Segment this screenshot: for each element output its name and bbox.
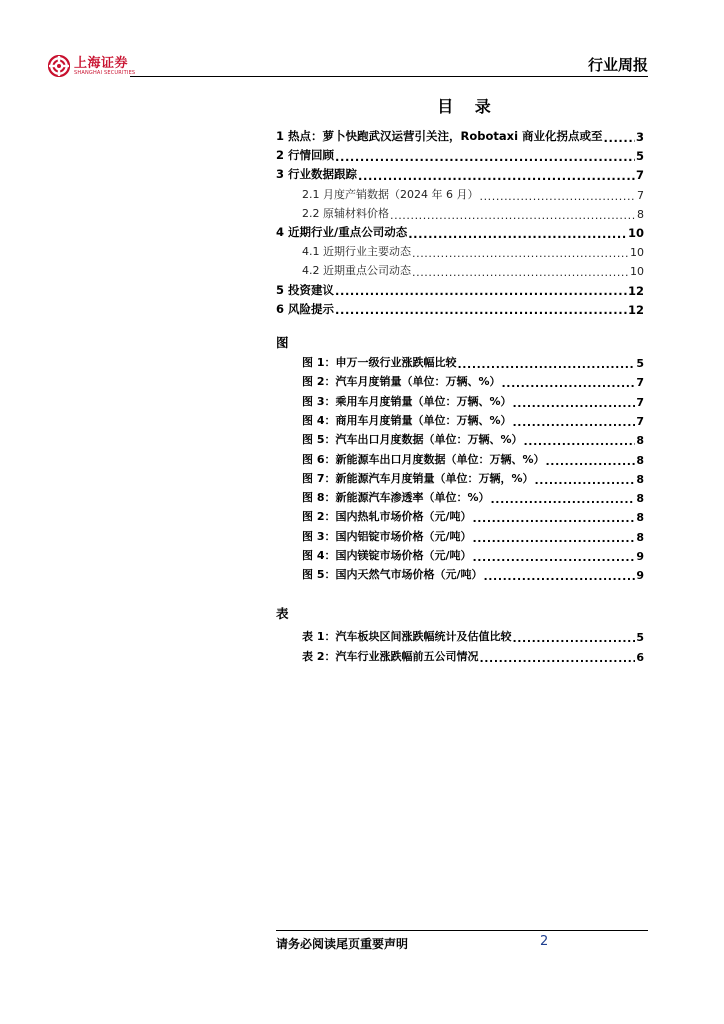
toc-entry-label: 2.1 月度产销数据（2024 年 6 月）	[302, 187, 479, 201]
toc-entry-page: 10	[630, 265, 644, 279]
toc-entry-page: 5	[635, 149, 644, 164]
figures-entry-page: 7	[636, 395, 644, 409]
figures-entry-label: 图 7：新能源汽车月度销量（单位：万辆，%）	[302, 471, 534, 485]
toc-entry[interactable]	[276, 299, 644, 317]
toc-entry[interactable]	[276, 145, 644, 163]
figures-entry[interactable]	[276, 449, 644, 467]
toc-entry[interactable]	[276, 280, 644, 298]
toc-entry[interactable]	[276, 241, 644, 259]
dot-leader	[502, 378, 636, 389]
dot-leader	[524, 436, 636, 447]
figures-entry-page: 8	[636, 472, 644, 486]
dot-leader	[408, 229, 627, 241]
figures-entry-label: 图 1：申万一级行业涨跌幅比较	[302, 356, 457, 369]
toc-entry-page: 8	[637, 207, 644, 221]
figures-entry-page: 9	[636, 569, 644, 583]
toc-entry-page: 12	[627, 283, 644, 298]
dot-leader	[473, 552, 636, 563]
dot-leader	[513, 398, 636, 409]
footer-disclaimer: 请务必阅读尾页重要声明	[276, 937, 409, 951]
figures-entry-label: 图 2：国内热轧市场价格（元/吨）	[302, 510, 472, 524]
dot-leader	[512, 633, 635, 644]
toc-entry-label: 4 近期行业/重点公司动态	[276, 225, 408, 239]
dot-leader	[604, 133, 635, 145]
dot-leader	[473, 513, 636, 524]
figures-entry[interactable]	[276, 506, 644, 524]
figures-entry-page: 8	[636, 434, 644, 448]
tables-entry-label: 表 1：汽车板块区间涨跌幅统计及估值比较	[302, 630, 512, 643]
dot-leader	[546, 456, 636, 467]
header-divider	[130, 76, 648, 77]
toc-entry-label: 2.2 原辅材料价格	[302, 206, 389, 220]
page-number: 2	[540, 934, 549, 949]
logo-mark-icon	[48, 55, 70, 77]
shanghai-securities-logo	[48, 54, 135, 78]
toc-entry[interactable]	[276, 164, 644, 182]
figures-entry-page: 7	[636, 376, 644, 390]
tables-entry-page: 6	[636, 651, 644, 664]
toc-entry-page: 10	[630, 246, 644, 260]
footer-divider	[276, 930, 648, 931]
dot-leader	[335, 286, 627, 298]
figures-entry[interactable]	[276, 487, 644, 505]
figures-entry-label: 图 5：汽车出口月度数据（单位：万辆、%）	[302, 433, 523, 447]
tables-entry-page: 5	[636, 631, 644, 644]
dot-leader	[484, 571, 636, 582]
figures-entry-label: 图 3：国内铝锭市场价格（元/吨）	[302, 529, 472, 543]
figures-entry-label: 图 8：新能源汽车渗透率（单位：%）	[302, 491, 490, 505]
toc-entry-label: 4.2 近期重点公司动态	[302, 264, 411, 278]
tables-entry[interactable]	[276, 626, 644, 644]
figures-entry[interactable]	[276, 468, 644, 486]
figures-entry-label: 图 3：乘用车月度销量（单位：万辆、%）	[302, 394, 512, 408]
figures-entry[interactable]	[276, 391, 644, 409]
figures-entry[interactable]	[276, 352, 644, 370]
toc-entry[interactable]	[276, 260, 644, 278]
dot-leader	[335, 152, 635, 164]
figures-entry[interactable]	[276, 564, 644, 582]
dot-leader	[513, 417, 636, 428]
figures-entry[interactable]	[276, 371, 644, 389]
figures-heading: 图	[276, 335, 289, 350]
toc-entry-page: 12	[627, 302, 644, 317]
figures-entry[interactable]	[276, 526, 644, 544]
dot-leader	[491, 494, 636, 505]
toc-entry-page: 10	[627, 226, 644, 240]
dot-leader	[412, 248, 629, 259]
toc-entry-label: 1 热点：萝卜快跑武汉运营引关注，Robotaxi 商业化拐点或至	[276, 129, 603, 143]
logo-english-name: SHANGHAI SECURITIES	[74, 69, 136, 76]
toc-entry[interactable]	[276, 222, 644, 240]
tables-heading: 表	[276, 606, 289, 621]
dot-leader	[358, 171, 635, 183]
dot-leader	[479, 653, 635, 664]
toc-entry-page: 7	[637, 188, 644, 202]
figures-entry[interactable]	[276, 410, 644, 428]
figures-entry-label: 图 2：汽车月度销量（单位：万辆、%）	[302, 375, 501, 389]
toc-title-text: 目 录	[437, 97, 499, 116]
figures-entry-label: 图 4：商用车月度销量（单位：万辆、%）	[302, 413, 512, 427]
toc-entry[interactable]	[276, 184, 644, 202]
logo-chinese-name: 上海证券	[74, 55, 129, 71]
tables-entry-label: 表 2：汽车行业涨跌幅前五公司情况	[302, 650, 479, 663]
figures-entry-page: 9	[636, 550, 644, 563]
toc-entry-page: 3	[635, 130, 644, 144]
figures-entry[interactable]	[276, 429, 644, 447]
figures-entry-page: 8	[636, 453, 644, 467]
figures-entry[interactable]	[276, 545, 644, 563]
toc-entry[interactable]	[276, 203, 644, 221]
toc-entry[interactable]	[276, 126, 644, 144]
dot-leader	[390, 210, 636, 221]
dot-leader	[535, 475, 636, 486]
figures-entry-page: 8	[636, 492, 644, 506]
figures-entry-page: 8	[636, 530, 644, 544]
page-header	[48, 52, 648, 78]
figures-entry-page: 7	[636, 414, 644, 428]
dot-leader	[412, 267, 629, 278]
toc-entry-label: 5 投资建议	[276, 282, 335, 297]
dot-leader	[335, 305, 627, 317]
dot-leader	[473, 533, 636, 544]
figures-entry-label: 图 6：新能源车出口月度数据（单位：万辆、%）	[302, 452, 545, 466]
toc-entry-label: 3 行业数据跟踪	[276, 167, 358, 182]
toc-entry-label: 6 风险提示	[276, 301, 335, 316]
toc-entry-page: 7	[635, 168, 644, 183]
figures-entry-page: 8	[636, 511, 644, 525]
tables-entry[interactable]	[276, 646, 644, 664]
figures-entry-page: 5	[636, 357, 644, 370]
dot-leader	[457, 359, 635, 370]
dot-leader	[479, 191, 636, 202]
figures-entry-label: 图 4：国内镁锭市场价格（元/吨）	[302, 549, 472, 562]
toc-entry-label: 2 行情回顾	[276, 148, 335, 163]
figures-entry-label: 图 5：国内天然气市场价格（元/吨）	[302, 568, 483, 582]
document-type-label: 行业周报	[587, 56, 648, 74]
toc-entry-label: 4.1 近期行业主要动态	[302, 245, 411, 259]
toc-title	[0, 94, 724, 117]
